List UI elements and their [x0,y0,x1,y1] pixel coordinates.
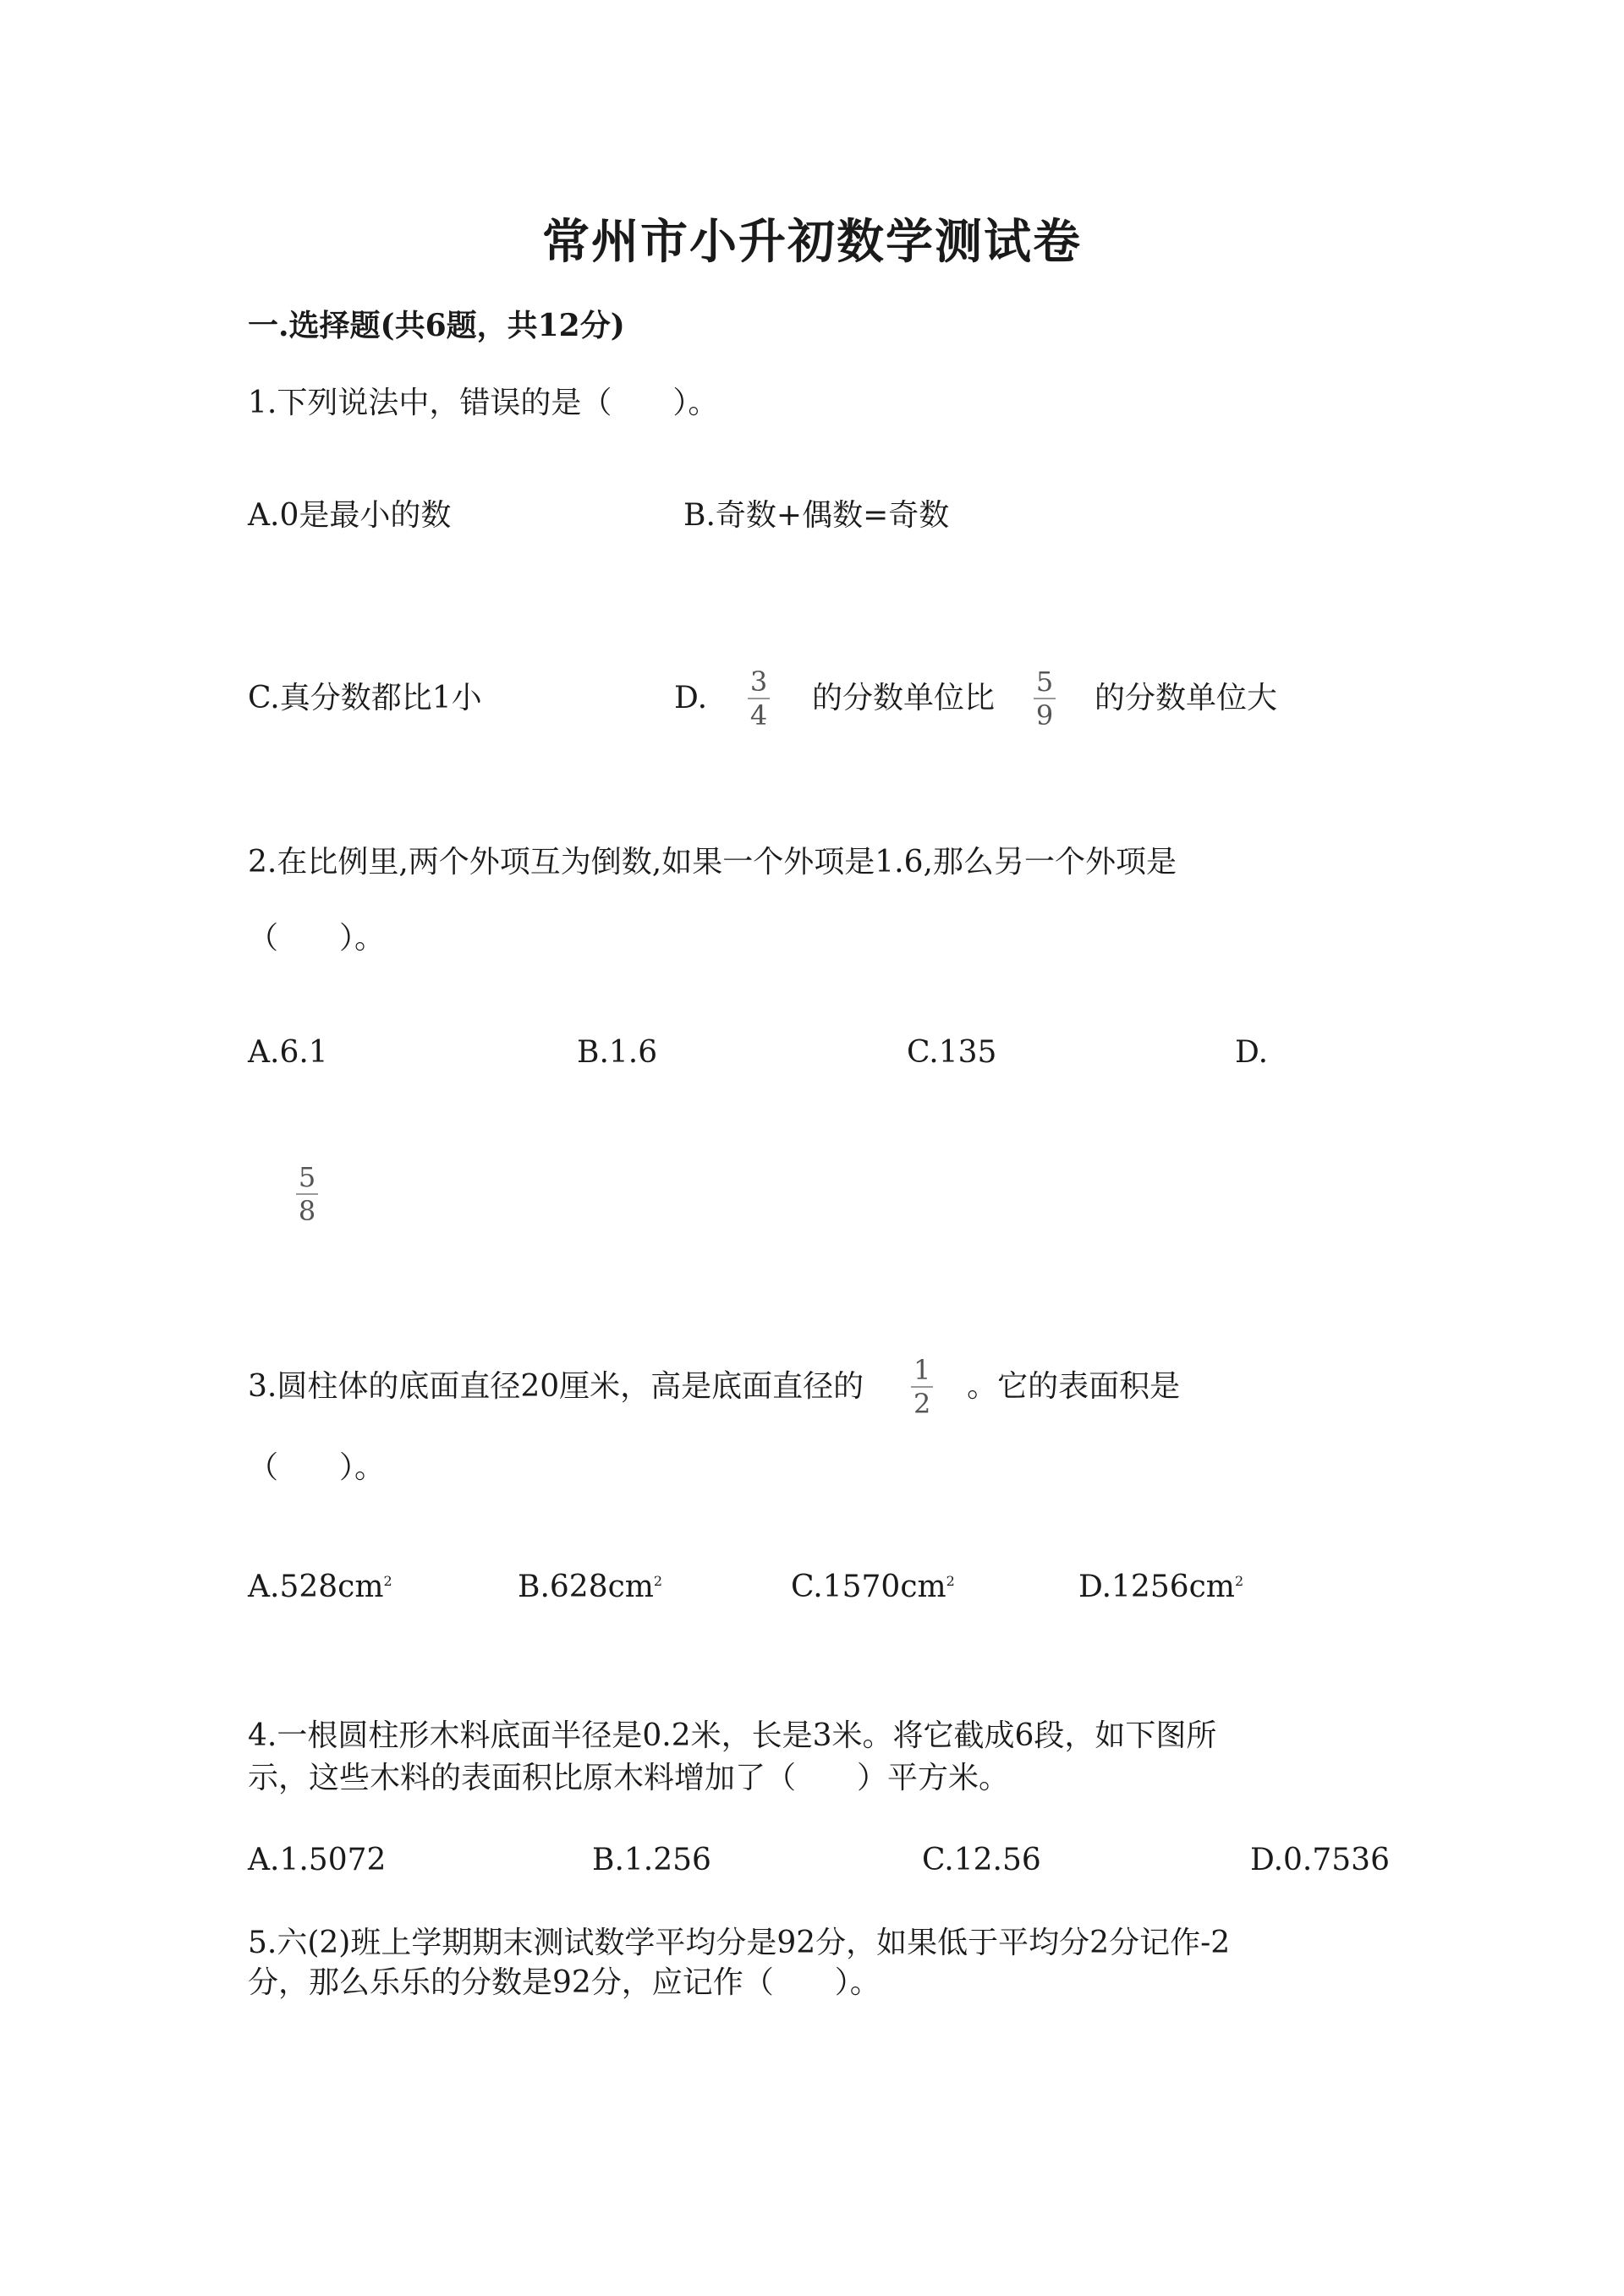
numerator: 1 [913,1354,931,1386]
q3-option-b[interactable] [518,1563,662,1606]
question-5-line2: 分，那么乐乐的分数是92分，应记作（ ）。 [248,1965,881,2000]
option-text: B.628cm [518,1570,654,1604]
q2-option-c[interactable]: C.135 [907,1035,997,1070]
question-text: 下列说法中，错误的是（ ）。 [277,386,719,420]
superscript: 2 [653,1573,663,1589]
q3-option-a[interactable] [248,1563,392,1606]
superscript: 2 [946,1573,955,1589]
question-4-line2: 示，这些木料的表面积比原木料增加了（ ）平方米。 [248,1761,1010,1795]
question-number: 4. [248,1718,277,1753]
q4-option-d[interactable]: D.0.7536 [1250,1843,1390,1877]
superscript: 2 [1234,1573,1244,1589]
denominator: 8 [298,1195,316,1227]
superscript: 2 [383,1573,392,1589]
numerator: 5 [298,1161,316,1193]
option-text: C.1570cm [791,1570,946,1604]
option-text: 的分数单位比 [812,681,996,715]
q2-option-a[interactable]: A.6.1 [248,1035,328,1070]
option-label: D. [674,681,708,715]
q1-option-c[interactable]: C.真分数都比1小 [248,681,482,715]
fraction-1-2 [911,1356,933,1418]
question-text: 。它的表面积是 [967,1369,1181,1404]
option-text: D.1256cm [1078,1570,1235,1604]
option-text: 的分数单位大 [1095,681,1278,715]
q4-option-a[interactable]: A.1.5072 [248,1843,387,1877]
q2-option-b[interactable]: B.1.6 [577,1035,658,1070]
denominator: 9 [1035,699,1054,732]
question-5 [248,1925,1230,1962]
fraction-3-4 [748,667,770,730]
question-number: 3. [248,1369,277,1404]
q2-option-d-label[interactable]: D. [1235,1035,1269,1070]
question-text: 一根圆柱形木料底面半径是0.2米，长是3米。将它截成6段，如下图所 [277,1718,1217,1753]
fraction-5-8 [296,1163,318,1225]
q3-option-c[interactable] [791,1563,955,1606]
question-text: 六(2)班上学期期末测试数学平均分是92分，如果低于平均分2分记作-2 [277,1926,1231,1960]
denominator: 2 [913,1388,931,1420]
q1-option-b[interactable]: B.奇数+偶数=奇数 [683,498,950,533]
section-heading: 一.选择题(共6题，共12分) [248,308,625,343]
question-3 [248,1350,1180,1424]
q1-option-a[interactable]: A.0是最小的数 [248,498,452,533]
question-2-line2: （ ）。 [248,921,386,956]
question-1 [248,385,718,422]
q4-option-b[interactable]: B.1.256 [592,1843,711,1877]
question-2 [248,844,1177,881]
question-3-line2: （ ）。 [248,1450,386,1485]
q4-option-c[interactable]: C.12.56 [922,1843,1041,1877]
denominator: 4 [749,699,768,732]
numerator: 3 [749,666,768,698]
question-number: 5. [248,1926,277,1960]
option-text: A.528cm [248,1570,384,1604]
fraction-5-9 [1034,667,1056,730]
page-title: 常州市小升初数学测试卷 [542,214,1082,270]
q1-option-d[interactable] [674,661,1277,736]
question-4 [248,1718,1216,1755]
q3-option-d[interactable] [1078,1563,1243,1606]
question-text: 在比例里,两个外项互为倒数,如果一个外项是1.6,那么另一个外项是 [277,845,1177,879]
q2-option-d-fraction[interactable] [296,1163,318,1225]
question-number: 2. [248,845,277,879]
question-text: 圆柱体的底面直径20厘米，高是底面直径的 [277,1369,864,1404]
numerator: 5 [1035,666,1054,698]
question-number: 1. [248,386,277,420]
